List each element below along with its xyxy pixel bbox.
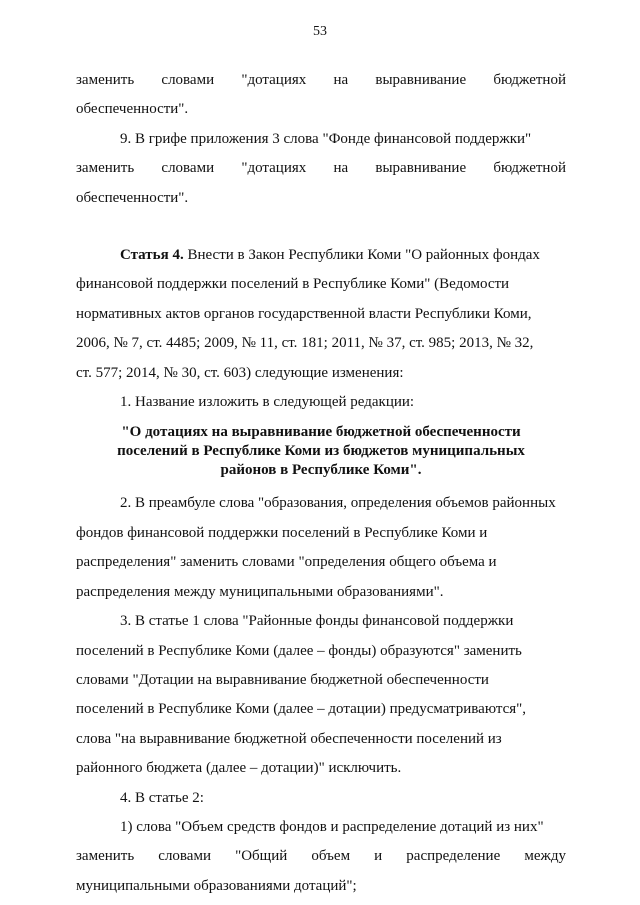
text-line (76, 241, 566, 270)
text-line-justified (76, 66, 566, 95)
word: на (333, 72, 349, 88)
word: между (524, 848, 566, 865)
word: на (333, 160, 349, 177)
text-line: поселений в Республике Коми (далее – фонды) образуются" заменить (76, 642, 522, 659)
text-line: обеспеченности". (76, 101, 189, 118)
title-line: поселений в Республике Коми из бюджетов муниципальных (117, 443, 525, 460)
new-law-title (76, 423, 566, 480)
text-line-justified (76, 842, 566, 871)
word: и (374, 848, 383, 865)
word: "дотациях (241, 160, 307, 177)
word: заменить (76, 72, 135, 88)
text-line: поселений в Республике Коми (далее – дотации) предусматриваются", (76, 701, 526, 718)
text-line: 1. Название изложить в следующей редакции: (120, 394, 415, 411)
text-line: 4. В статье 2: (120, 789, 204, 806)
text-line: словами "Дотации на выравнивание бюджетной обеспеченности (76, 671, 489, 688)
article-label: Статья 4. (120, 247, 184, 264)
word: "дотациях (241, 72, 307, 88)
word: словами (161, 72, 215, 88)
word: распределение (406, 848, 501, 865)
word: объем (311, 848, 351, 865)
word: выравнивание (375, 72, 467, 88)
word: бюджетной (493, 72, 566, 88)
title-line: районов в Республике Коми". (220, 462, 422, 479)
word: словами (158, 848, 211, 865)
title-line: "О дотациях на выравнивание бюджетной обеспеченности (121, 424, 521, 441)
text-line-justified (76, 154, 566, 183)
text-line: ст. 577; 2014, № 30, ст. 603) следующие изменения: (76, 364, 404, 381)
text-line: слова "на выравнивание бюджетной обеспеченности поселений из (76, 730, 502, 747)
article-4 (76, 241, 566, 388)
word: "Общий (235, 848, 288, 865)
text-line: 1) слова "Объем средств фондов и распределение дотаций из них" (120, 818, 544, 835)
page-number: 53 (313, 24, 327, 39)
text-line: 2. В преамбуле слова "образования, определения объемов районных (120, 495, 556, 512)
text-line: районного бюджета (далее – дотации)" исключить. (76, 760, 402, 777)
text-line: распределения между муниципальными образованиями". (76, 583, 444, 600)
item-4 (76, 784, 566, 813)
word: словами (161, 160, 215, 177)
word: заменить (76, 848, 135, 865)
paragraph-replace-1 (76, 66, 566, 125)
word: заменить (76, 160, 135, 177)
item-1 (76, 388, 566, 417)
text-line: 9. В грифе приложения 3 слова "Фонде финансовой поддержки" (120, 130, 532, 147)
item-3 (76, 607, 566, 783)
text-line: 2006, № 7, ст. 4485; 2009, № 11, ст. 181; 2011, № 37, ст. 985; 2013, № 32, (76, 335, 534, 352)
document-body (76, 66, 566, 901)
text-line: обеспеченности". (76, 189, 189, 206)
article-intro: Внести в Закон Республики Коми "О районных фондах (183, 247, 540, 264)
text-line: фондов финансовой поддержки поселений в Республике Коми и (76, 524, 488, 541)
text-line: нормативных актов органов государственной власти Республики Коми, (76, 305, 532, 322)
text-line: финансовой поддержки поселений в Республике Коми" (Ведомости (76, 276, 510, 293)
sub-item-1 (76, 813, 566, 901)
paragraph-item-9 (76, 125, 566, 213)
text-line: распределения" заменить словами "определения общего объема и (76, 554, 497, 571)
text-line: 3. В статье 1 слова "Районные фонды финансовой поддержки (120, 613, 514, 630)
word: бюджетной (493, 160, 566, 177)
item-2 (76, 489, 566, 607)
word: выравнивание (375, 160, 467, 177)
text-line: муниципальными образованиями дотаций"; (76, 877, 357, 894)
